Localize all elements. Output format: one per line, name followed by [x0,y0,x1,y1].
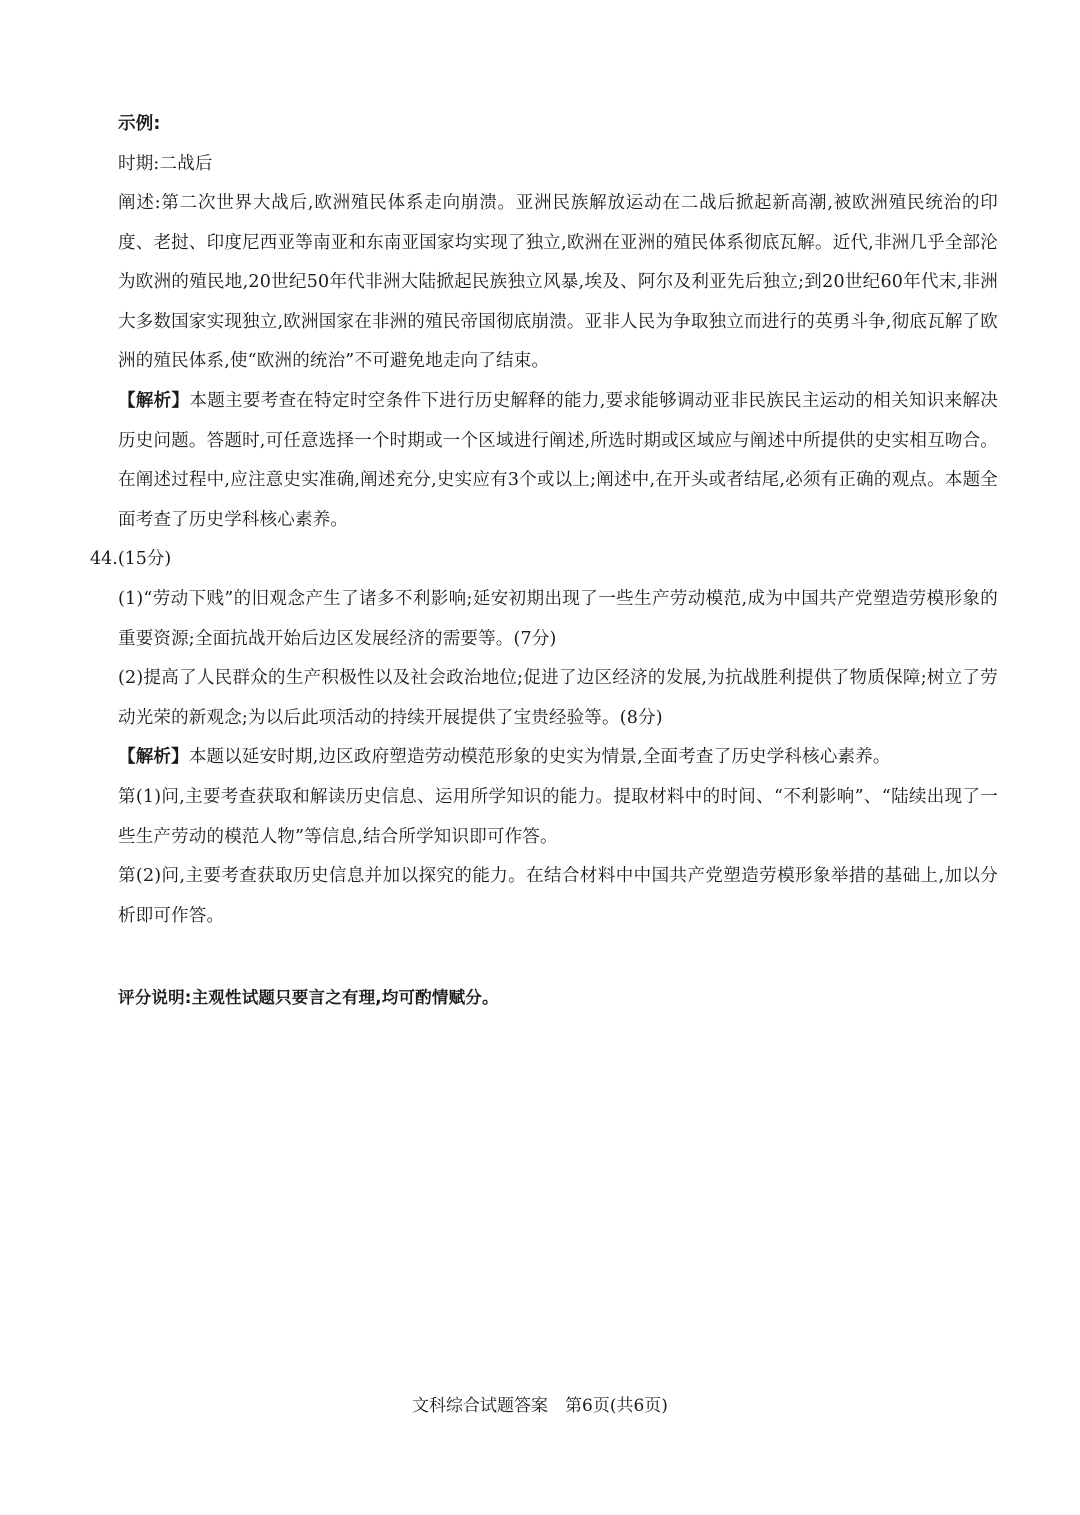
example-statement: 阐述:第二次世界大战后,欧洲殖民体系走向崩溃。亚洲民族解放运动在二战后掀起新高潮,被欧洲殖民统治的印度、老挝、印度尼西亚等南亚和东南亚国家均实现了独立,欧洲在亚洲的殖民体系彻底瓦解。近代,非洲几乎全部沦为欧洲的殖民地,20世纪50年代非洲大陆掀起民族独立风暴,埃及、阿尔及利亚先后独立;到20世纪60年代末,非洲大多数国家实现独立,欧洲国家在非洲的殖民帝国彻底崩溃。亚非人民为争取独立而进行的英勇斗争,彻底瓦解了欧洲的殖民体系,使“欧洲的统治”不可避免地走向了结束。 [118,193,998,371]
example-analysis [118,382,998,540]
analysis-text: 本题以延安时期,边区政府塑造劳动模范形象的史实为情景,全面考查了历史学科核心素养。 [188,747,891,767]
example-period: 时期:二战后 [118,154,213,174]
question-44-answer-1: (1)“劳动下贱”的旧观念产生了诸多不利影响;延安初期出现了一些生产劳动模范,成为中国共产党塑造劳模形象的重要资源;全面抗战开始后边区发展经济的需要等。(7分) [118,589,998,649]
analysis-tag: 【解析】 [118,747,189,767]
question-44-part-1: 第(1)问,主要考查获取和解读历史信息、运用所学知识的能力。提取材料中的时间、“不利影响”、“陆续出现了一些生产劳动的模范人物”等信息,结合所学知识即可作答。 [118,787,998,847]
question-44-part-2: 第(2)问,主要考查获取历史信息并加以探究的能力。在结合材料中中国共产党塑造劳模形象举措的基础上,加以分析即可作答。 [118,866,998,926]
example-heading: 示例: [118,114,161,134]
analysis-tag: 【解析】 [118,391,190,411]
scoring-note: 评分说明:主观性试题只要言之有理,均可酌情赋分。 [118,988,499,1007]
question-44-number: 44.(15分) [90,549,172,569]
page-footer: 文科综合试题答案 第6页(共6页) [412,1396,668,1416]
question-44-answer-2: (2)提高了人民群众的生产积极性以及社会政治地位;促进了边区经济的发展,为抗战胜利提供了物质保障;树立了劳动光荣的新观念;为以后此项活动的持续开展提供了宝贵经验等。(8分) [118,668,998,728]
analysis-text: 本题主要考查在特定时空条件下进行历史解释的能力,要求能够调动亚非民族民主运动的相关知识来解决历史问题。答题时,可任意选择一个时期或一个区域进行阐述,所选时期或区域应与阐述中所提供的史实相互吻合。在阐述过程中,应注意史实准确,阐述充分,史实应有3个或以上;阐述中,在开头或者结尾,必须有正确的观点。本题全面考查了历史学科核心素养。 [118,391,998,530]
question-44-analysis [118,738,998,778]
